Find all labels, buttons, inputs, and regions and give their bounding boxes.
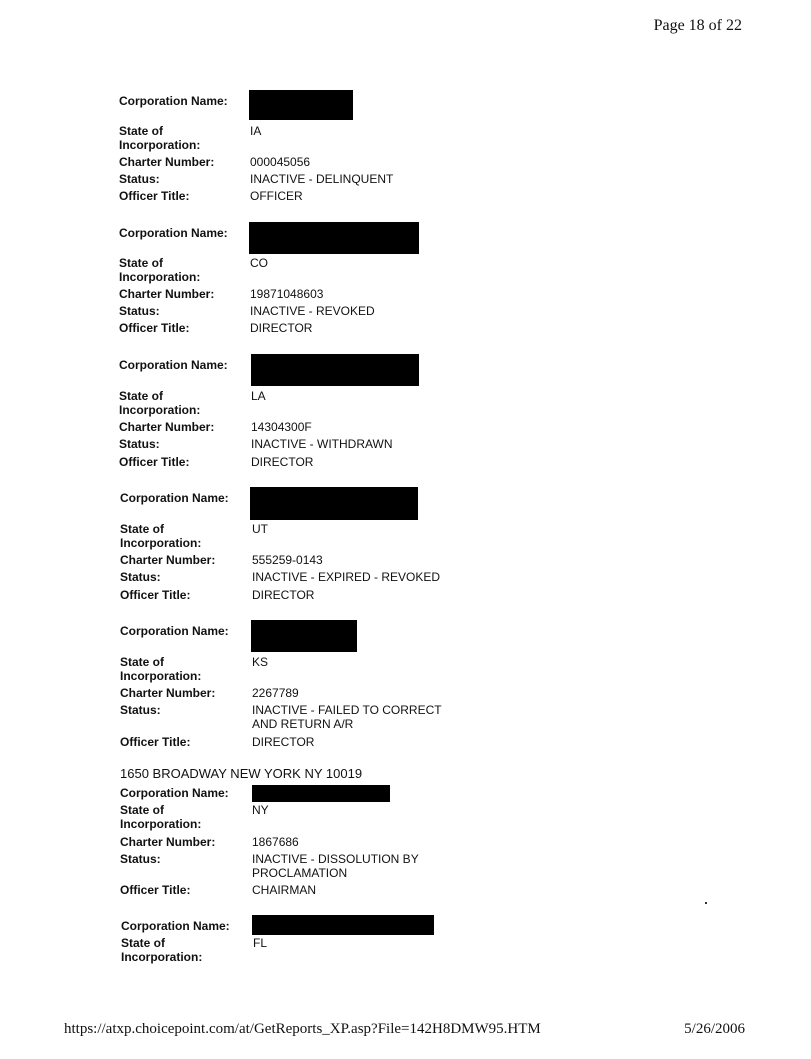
officer-title-label: Officer Title: [120,588,191,602]
page-number: Page 18 of 22 [653,17,742,34]
status-value: INACTIVE - FAILED TO CORRECT AND RETURN A/R [252,703,442,731]
footer-date: 5/26/2006 [684,1021,745,1037]
corporation-name-label: Corporation Name: [121,919,230,933]
footer-url: https://atxp.choicepoint.com/at/GetReports_XP.asp?File=142H8DMW95.HTM [64,1021,541,1037]
status-value: INACTIVE - REVOKED [250,304,375,318]
charter-number-value: 555259-0143 [252,553,323,567]
charter-number-label: Charter Number: [120,835,216,849]
officer-title-label: Officer Title: [120,735,191,749]
state-label: State of Incorporation: [120,803,202,831]
status-label: Status: [120,570,161,584]
redacted-corporation-name [249,90,353,120]
officer-title-value: DIRECTOR [251,455,314,469]
officer-title-label: Officer Title: [119,189,190,203]
state-label: State of Incorporation: [120,522,202,550]
officer-title-value: DIRECTOR [252,735,315,749]
corporation-address: 1650 BROADWAY NEW YORK NY 10019 [120,766,363,781]
charter-number-value: 2267789 [252,686,299,700]
charter-number-label: Charter Number: [120,686,216,700]
status-label: Status: [119,437,160,451]
corporation-name-label: Corporation Name: [120,491,229,505]
status-label: Status: [119,304,160,318]
officer-title-value: DIRECTOR [252,588,315,602]
redacted-corporation-name [252,915,434,935]
state-label: State of Incorporation: [120,655,202,683]
charter-number-value: 1867686 [252,835,299,849]
charter-number-value: 14304300F [251,420,312,434]
corporation-name-label: Corporation Name: [119,358,228,372]
officer-title-label: Officer Title: [119,321,190,335]
officer-title-value: CHAIRMAN [252,883,317,897]
state-label: State of Incorporation: [121,936,203,964]
redacted-corporation-name [251,354,419,386]
state-value: FL [253,936,268,950]
state-label: State of Incorporation: [119,389,201,417]
charter-number-value: 000045056 [250,155,311,169]
corporation-name-label: Corporation Name: [119,94,228,108]
state-value: NY [252,803,269,817]
state-value: LA [251,389,266,403]
status-value: INACTIVE - WITHDRAWN [251,437,393,451]
status-label: Status: [120,852,161,866]
corporation-name-label: Corporation Name: [120,786,229,800]
corporation-name-label: Corporation Name: [120,624,229,638]
status-value: INACTIVE - EXPIRED - REVOKED [252,570,441,584]
status-value: INACTIVE - DISSOLUTION BY PROCLAMATION [252,852,419,880]
status-label: Status: [120,703,161,717]
state-value: KS [252,655,269,669]
redacted-corporation-name [252,785,390,802]
corporation-name-label: Corporation Name: [119,226,228,240]
status-label: Status: [119,172,160,186]
status-value: INACTIVE - DELINQUENT [250,172,394,186]
charter-number-label: Charter Number: [119,155,215,169]
charter-number-label: Charter Number: [119,420,215,434]
charter-number-label: Charter Number: [119,287,215,301]
charter-number-label: Charter Number: [120,553,216,567]
scan-speck [705,902,707,904]
charter-number-value: 19871048603 [250,287,324,301]
officer-title-label: Officer Title: [119,455,190,469]
state-value: UT [252,522,268,536]
state-label: State of Incorporation: [119,124,201,152]
redacted-corporation-name [251,620,357,652]
officer-title-label: Officer Title: [120,883,191,897]
state-label: State of Incorporation: [119,256,201,284]
redacted-corporation-name [249,222,419,254]
state-value: CO [250,256,268,270]
state-value: IA [250,124,262,138]
redacted-corporation-name [250,487,418,520]
officer-title-value: OFFICER [250,189,303,203]
officer-title-value: DIRECTOR [250,321,313,335]
